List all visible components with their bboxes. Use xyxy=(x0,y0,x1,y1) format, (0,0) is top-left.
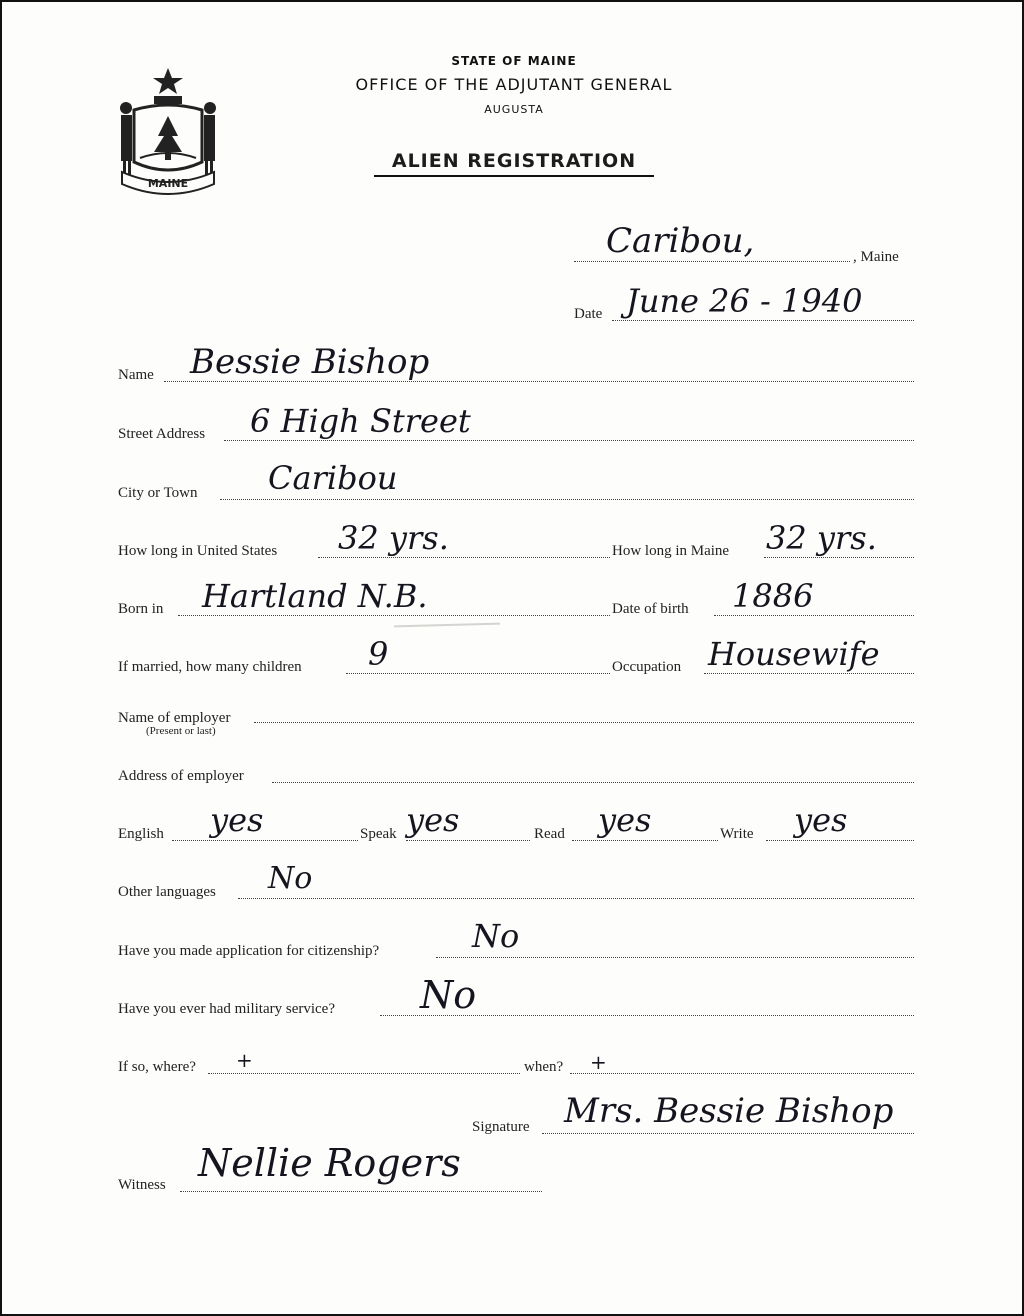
occupation-line xyxy=(704,673,914,674)
speak-entry: yes xyxy=(406,801,460,839)
read-entry: yes xyxy=(598,801,652,839)
state-seal-icon xyxy=(114,66,222,196)
military-label: Have you ever had military service? xyxy=(118,1001,335,1017)
smudge-mark xyxy=(394,623,500,628)
town-entry: Caribou, xyxy=(606,221,755,261)
street-label: Street Address xyxy=(118,426,206,442)
how-long-us-line xyxy=(318,557,610,558)
children-label: If married, how many children xyxy=(118,659,302,675)
date-of-birth-line xyxy=(714,615,914,616)
military-entry: No xyxy=(420,973,477,1017)
children-line xyxy=(346,673,610,674)
maine-label: , Maine xyxy=(853,249,899,265)
date-entry: June 26 - 1940 xyxy=(626,282,863,320)
born-in-line xyxy=(178,615,610,616)
citizenship-entry: No xyxy=(472,917,520,955)
how-long-us-entry: 32 yrs. xyxy=(338,519,449,557)
witness-entry: Nellie Rogers xyxy=(198,1141,461,1185)
how-long-maine-entry: 32 yrs. xyxy=(766,519,877,557)
where-label: If so, where? xyxy=(118,1059,196,1075)
street-entry: 6 High Street xyxy=(250,402,471,440)
write-line xyxy=(766,840,914,841)
occupation-label: Occupation xyxy=(612,659,682,675)
employer-label: Name of employer xyxy=(118,710,231,726)
witness-label: Witness xyxy=(118,1177,166,1193)
city-label: City or Town xyxy=(118,485,198,501)
how-long-us-label: How long in United States xyxy=(118,543,278,559)
name-entry: Bessie Bishop xyxy=(190,342,430,382)
other-languages-line xyxy=(238,898,914,899)
english-line xyxy=(172,840,358,841)
date-of-birth-entry: 1886 xyxy=(732,577,814,615)
employer-line xyxy=(254,722,914,723)
speak-label: Speak xyxy=(360,826,397,842)
date-of-birth-label: Date of birth xyxy=(612,601,689,617)
street-line xyxy=(224,440,914,441)
children-entry: 9 xyxy=(368,635,389,673)
born-in-entry: Hartland N.B. xyxy=(202,577,428,615)
employer-address-line xyxy=(272,782,914,783)
citizenship-label: Have you made application for citizenship? xyxy=(118,943,380,959)
employer-note: (Present or last) xyxy=(146,725,216,737)
when-line xyxy=(570,1073,914,1074)
speak-line xyxy=(406,840,530,841)
form-title: ALIEN REGISTRATION xyxy=(374,150,654,177)
date-line xyxy=(612,320,914,321)
city-line xyxy=(220,499,914,500)
city-heading: AUGUSTA xyxy=(484,103,544,116)
signature-entry: Mrs. Bessie Bishop xyxy=(564,1091,894,1131)
read-label: Read xyxy=(534,826,565,842)
occupation-entry: Housewife xyxy=(708,635,880,673)
where-line xyxy=(208,1073,520,1074)
name-label: Name xyxy=(118,367,154,383)
where-entry: + xyxy=(236,1048,253,1072)
when-label: when? xyxy=(524,1059,564,1075)
svg-text:MAINE: MAINE xyxy=(147,177,189,190)
employer-address-label: Address of employer xyxy=(118,768,244,784)
signature-line xyxy=(542,1133,914,1134)
citizenship-line xyxy=(436,957,914,958)
read-line xyxy=(572,840,718,841)
write-label: Write xyxy=(720,826,754,842)
office-heading: OFFICE OF THE ADJUTANT GENERAL xyxy=(355,75,673,94)
write-entry: yes xyxy=(794,801,848,839)
how-long-maine-line xyxy=(764,557,914,558)
signature-label: Signature xyxy=(472,1119,530,1135)
english-label: English xyxy=(118,826,164,842)
city-entry: Caribou xyxy=(268,459,398,497)
english-entry: yes xyxy=(210,801,264,839)
state-heading: STATE OF MAINE xyxy=(451,54,577,68)
witness-line xyxy=(180,1191,542,1192)
other-languages-label: Other languages xyxy=(118,884,216,900)
date-label: Date xyxy=(574,306,603,322)
when-entry: + xyxy=(590,1050,607,1074)
town-line xyxy=(574,261,850,262)
how-long-maine-label: How long in Maine xyxy=(612,543,730,559)
born-in-label: Born in xyxy=(118,601,164,617)
other-languages-entry: No xyxy=(268,861,313,896)
